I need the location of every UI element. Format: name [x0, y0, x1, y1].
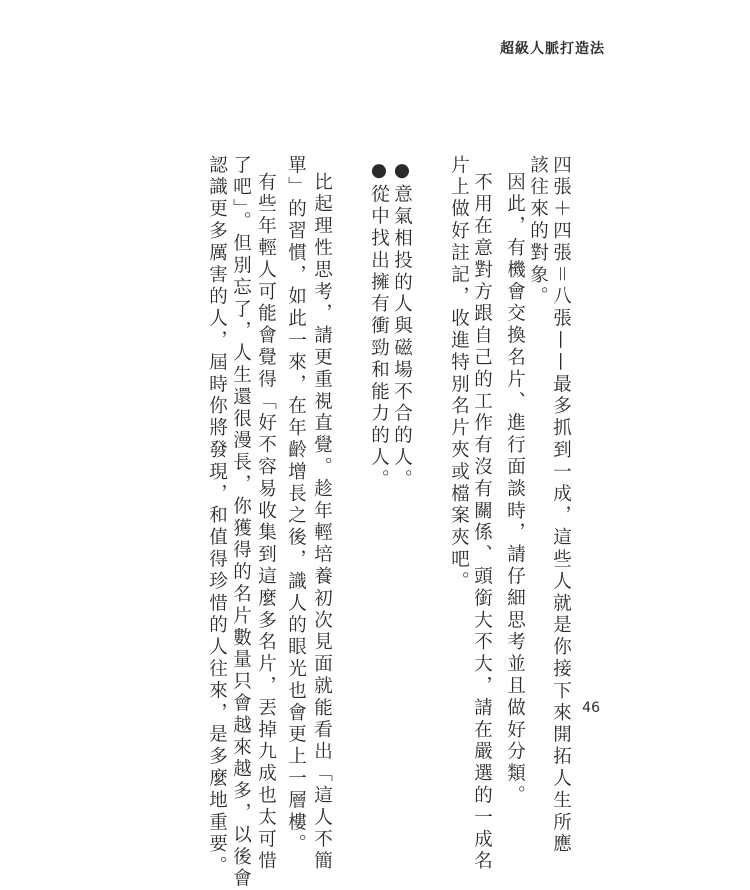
text-column-8: 有些年輕人可能會覺得「好不容易收集到這麼多名片，丟掉九成也太可惜 — [255, 172, 277, 873]
text-column-1: 四張＋四張＝八張——最多抓到一成，這些人就是你接下來開拓人生所應 — [550, 155, 572, 856]
bullet-item-1: ●意氣相投的人與磁場不合的人。 — [391, 160, 413, 491]
text-column-2: 該往來的對象。 — [527, 155, 549, 309]
text-column-4: 不用在意對方跟自己的工作有沒有關係、頭銜大不大，請在嚴選的一成名 — [471, 172, 493, 873]
text-column-3: 因此，有機會交換名片、進行面談時，請仔細思考並且做好分類。 — [504, 172, 526, 808]
text-column-7: 單」的習慣，如此一來，在年齡增長之後，識人的眼光也會更上一層樓。 — [285, 155, 307, 856]
page-number: 46 — [582, 700, 600, 716]
text-column-10: 認識更多厲害的人，屆時你將發現，和值得珍惜的人往來，是多麼地重要。 — [206, 155, 228, 878]
text-column-9: 了吧」。但別忘了，人生還很漫長，你獲得的名片數量只會越來越多，以後會 — [230, 155, 252, 890]
bullet-item-2: ●從中找出擁有衝勁和能力的人。 — [368, 160, 390, 491]
text-column-6: 比起理性思考，請更重視直覺。趁年輕培養初次見面就能看出「這人不簡 — [311, 172, 333, 873]
running-header: 超級人脈打造法 — [500, 41, 605, 57]
text-column-5: 片上做好註記，收進特別名片夾或檔案夾吧。 — [448, 155, 470, 593]
